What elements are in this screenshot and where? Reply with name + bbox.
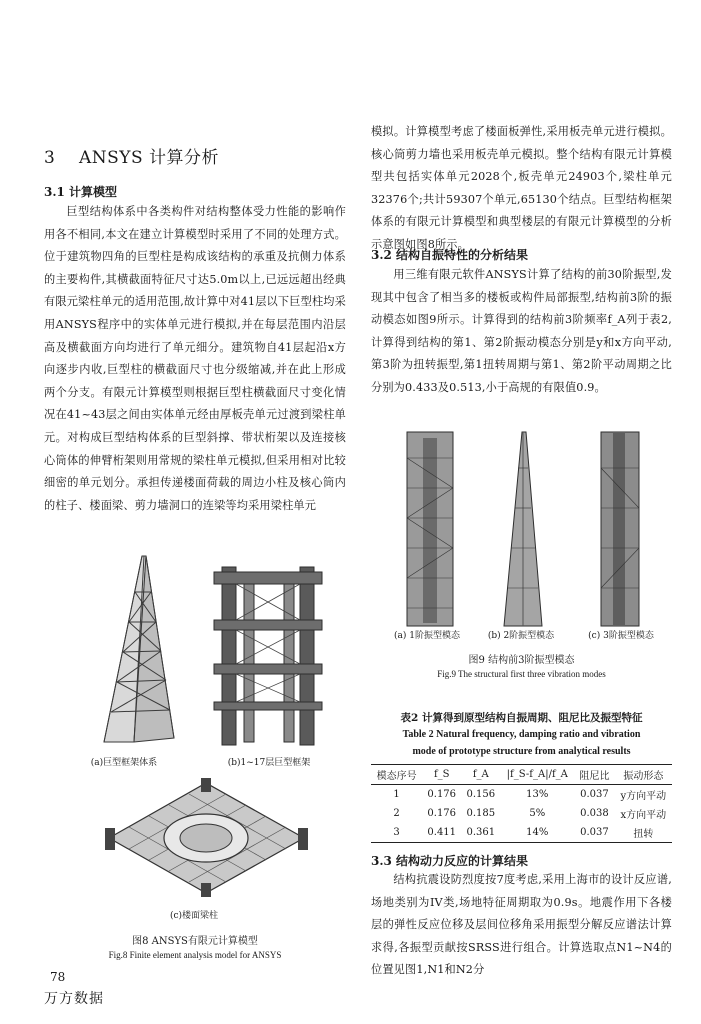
table-cell: 0.176 (427, 789, 457, 800)
section-title (44, 143, 219, 168)
table-cell: 扭转 (615, 823, 672, 843)
table-2-title-cn: 表2 计算得到原型结构自振周期、阻尼比及振型特征 (400, 712, 643, 724)
figure-9c-mode-image (595, 428, 645, 628)
figure-9b-mode-image (498, 428, 548, 628)
table-header-cell: 模态序号 (371, 765, 422, 785)
figure-8-caption-cn: 图8 ANSYS有限元计算模型 (132, 936, 258, 947)
section-number: 3 (44, 148, 56, 168)
right-paragraph-3: 结构抗震设防烈度按7度考虑,采用上海市的设计反应谱,场地类别为IV类,场地特征周期取为0.9s。地震作用下各楼层的弹性反应位移及层间位移角采用振型分解反应谱法计算求得,各振型贡献按SRSS进行组合。计算选取点N1~N4的位置见图1,N1和N2分 (371, 873, 672, 977)
table-cell: 0.411 (422, 823, 461, 843)
table-2-title-en-line1: Table 2 Natural frequency, damping ratio and vibration (402, 729, 641, 740)
figure-9a-mode-image (401, 428, 461, 628)
subsection-heading-3-2: 3.2 结构自振特性的分析结果 (371, 248, 529, 262)
subsection-heading-3-1: 3.1 计算模型 (44, 185, 118, 199)
table-header-row (371, 765, 672, 785)
table-cell: 0.037 (574, 823, 615, 843)
figure-9b-caption: (b) 2阶振型模态 (487, 631, 555, 641)
table-row (371, 823, 672, 843)
table-header-cell: f_S (422, 765, 461, 785)
table-cell: x方向平动 (620, 810, 667, 821)
table-cell: 0.185 (466, 808, 496, 819)
figure-8-caption-en: Fig.8 Finite element analysis model for ANSYS (108, 950, 282, 960)
left-paragraph: 巨型结构体系中各类构件对结构整体受力性能的影响作用各不相同,本文在建立计算模型时采用了不同的处理方式。位于建筑物四角的巨型柱是构成该结构的承重及抗侧力体系的主要构件,其横截面特征尺寸达5.0m以上,已远远超出经典有限元梁柱单元的适用范围,故计算中对41层以下巨型柱均采用ANSYS程序中的实体单元进行模拟,并在每层范围内沿层高及横截面方向均进行了单元细分。建筑物自41层起沿x方向逐步内收,巨型柱的横截面尺寸也分级缩减,并在此上形成两个分支。有限元计算模型则根据巨型柱横截面尺寸变化情况在41~43层之间由实体单元经由厚板壳单元过渡到梁柱单元。对构成巨型结构体系的巨型斜撑、带状桁架以及连接核心筒体的伸臂桁架则用常规的梁柱单元模拟,但采用相对比较细密的单元划分。承担传递楼面荷载的周边小柱及核心筒内的柱子、楼面梁、剪力墙洞口的连梁等均采用梁柱单元 (44, 205, 346, 512)
table-cell: 5% (529, 808, 546, 819)
figure-8 (44, 540, 346, 970)
table-cell: 13% (526, 789, 549, 800)
figure-8a-megaframe-image (84, 552, 194, 747)
table-2 (371, 764, 672, 843)
table-cell: 0.156 (466, 789, 496, 800)
table-cell: 2 (393, 808, 400, 819)
table-cell: 0.176 (427, 808, 457, 819)
figure-8b-caption: (b)1~17层巨型框架 (227, 758, 311, 768)
section-title-text: ANSYS 计算分析 (78, 148, 220, 168)
table-cell: 1 (393, 789, 400, 800)
table-cell: 3 (371, 823, 422, 843)
page-number: 78 (50, 970, 66, 984)
figure-9c-caption: (c) 3阶振型模态 (588, 631, 654, 641)
figure-9 (371, 420, 672, 690)
table-cell: 14% (500, 823, 574, 843)
table-header-cell: f_A (461, 765, 500, 785)
table-cell: 0.038 (580, 808, 609, 819)
table-header-cell: 振动形态 (615, 765, 672, 785)
watermark-text: 万方数据 (44, 991, 104, 1007)
right-paragraph-1: 模拟。计算模型考虑了楼面板弹性,采用板壳单元进行模拟。核心筒剪力墙也采用板壳单元模拟。整个结构有限元计算模型共包括实体单元2028个,板壳单元24903个,梁柱单元32376个;共计59307个单元,65130个结点。巨型结构框架体系的有限元计算模型和典型楼层的有限元计算模型的分析示意图如图8所示。 (371, 125, 672, 251)
table-cell: 0.037 (580, 789, 609, 800)
figure-8b-frame-image (204, 552, 334, 747)
figure-8a-caption: (a)巨型框架体系 (90, 758, 158, 768)
figure-9-caption-en: Fig.9 The structural first three vibration modes (437, 669, 606, 679)
right-paragraph-2: 用三维有限元软件ANSYS计算了结构的前30阶振型,发现其中包含了相当多的楼板或构件局部振型,结构前3阶的振动模态如图9所示。计算得到的结构前3阶频率f_A列于表2,计算得到结构的第1、第2阶振动模态分别是y和x方向平动,第3阶为扭转振型,第1扭转周期与第1、第2阶平动周期之比分别为0.433及0.513,小于高规的有限值0.9。 (371, 268, 672, 394)
table-cell: 0.361 (461, 823, 500, 843)
table-row (371, 804, 672, 823)
figure-8c-floor-image (99, 778, 314, 898)
table-header-cell: |f_S-f_A|/f_A (500, 765, 574, 785)
figure-8c-caption: (c)楼面梁柱 (169, 911, 219, 921)
table-header-cell: 阻尼比 (574, 765, 615, 785)
table-2-title-en-line2: mode of prototype structure from analytical results (412, 746, 631, 757)
figure-9-caption-cn: 图9 结构前3阶振型模态 (468, 655, 575, 666)
table-cell: y方向平动 (620, 791, 667, 802)
subsection-heading-3-3: 3.3 结构动力反应的计算结果 (371, 854, 529, 868)
table-row (371, 785, 672, 805)
figure-9a-caption: (a) 1阶振型模态 (394, 631, 460, 641)
